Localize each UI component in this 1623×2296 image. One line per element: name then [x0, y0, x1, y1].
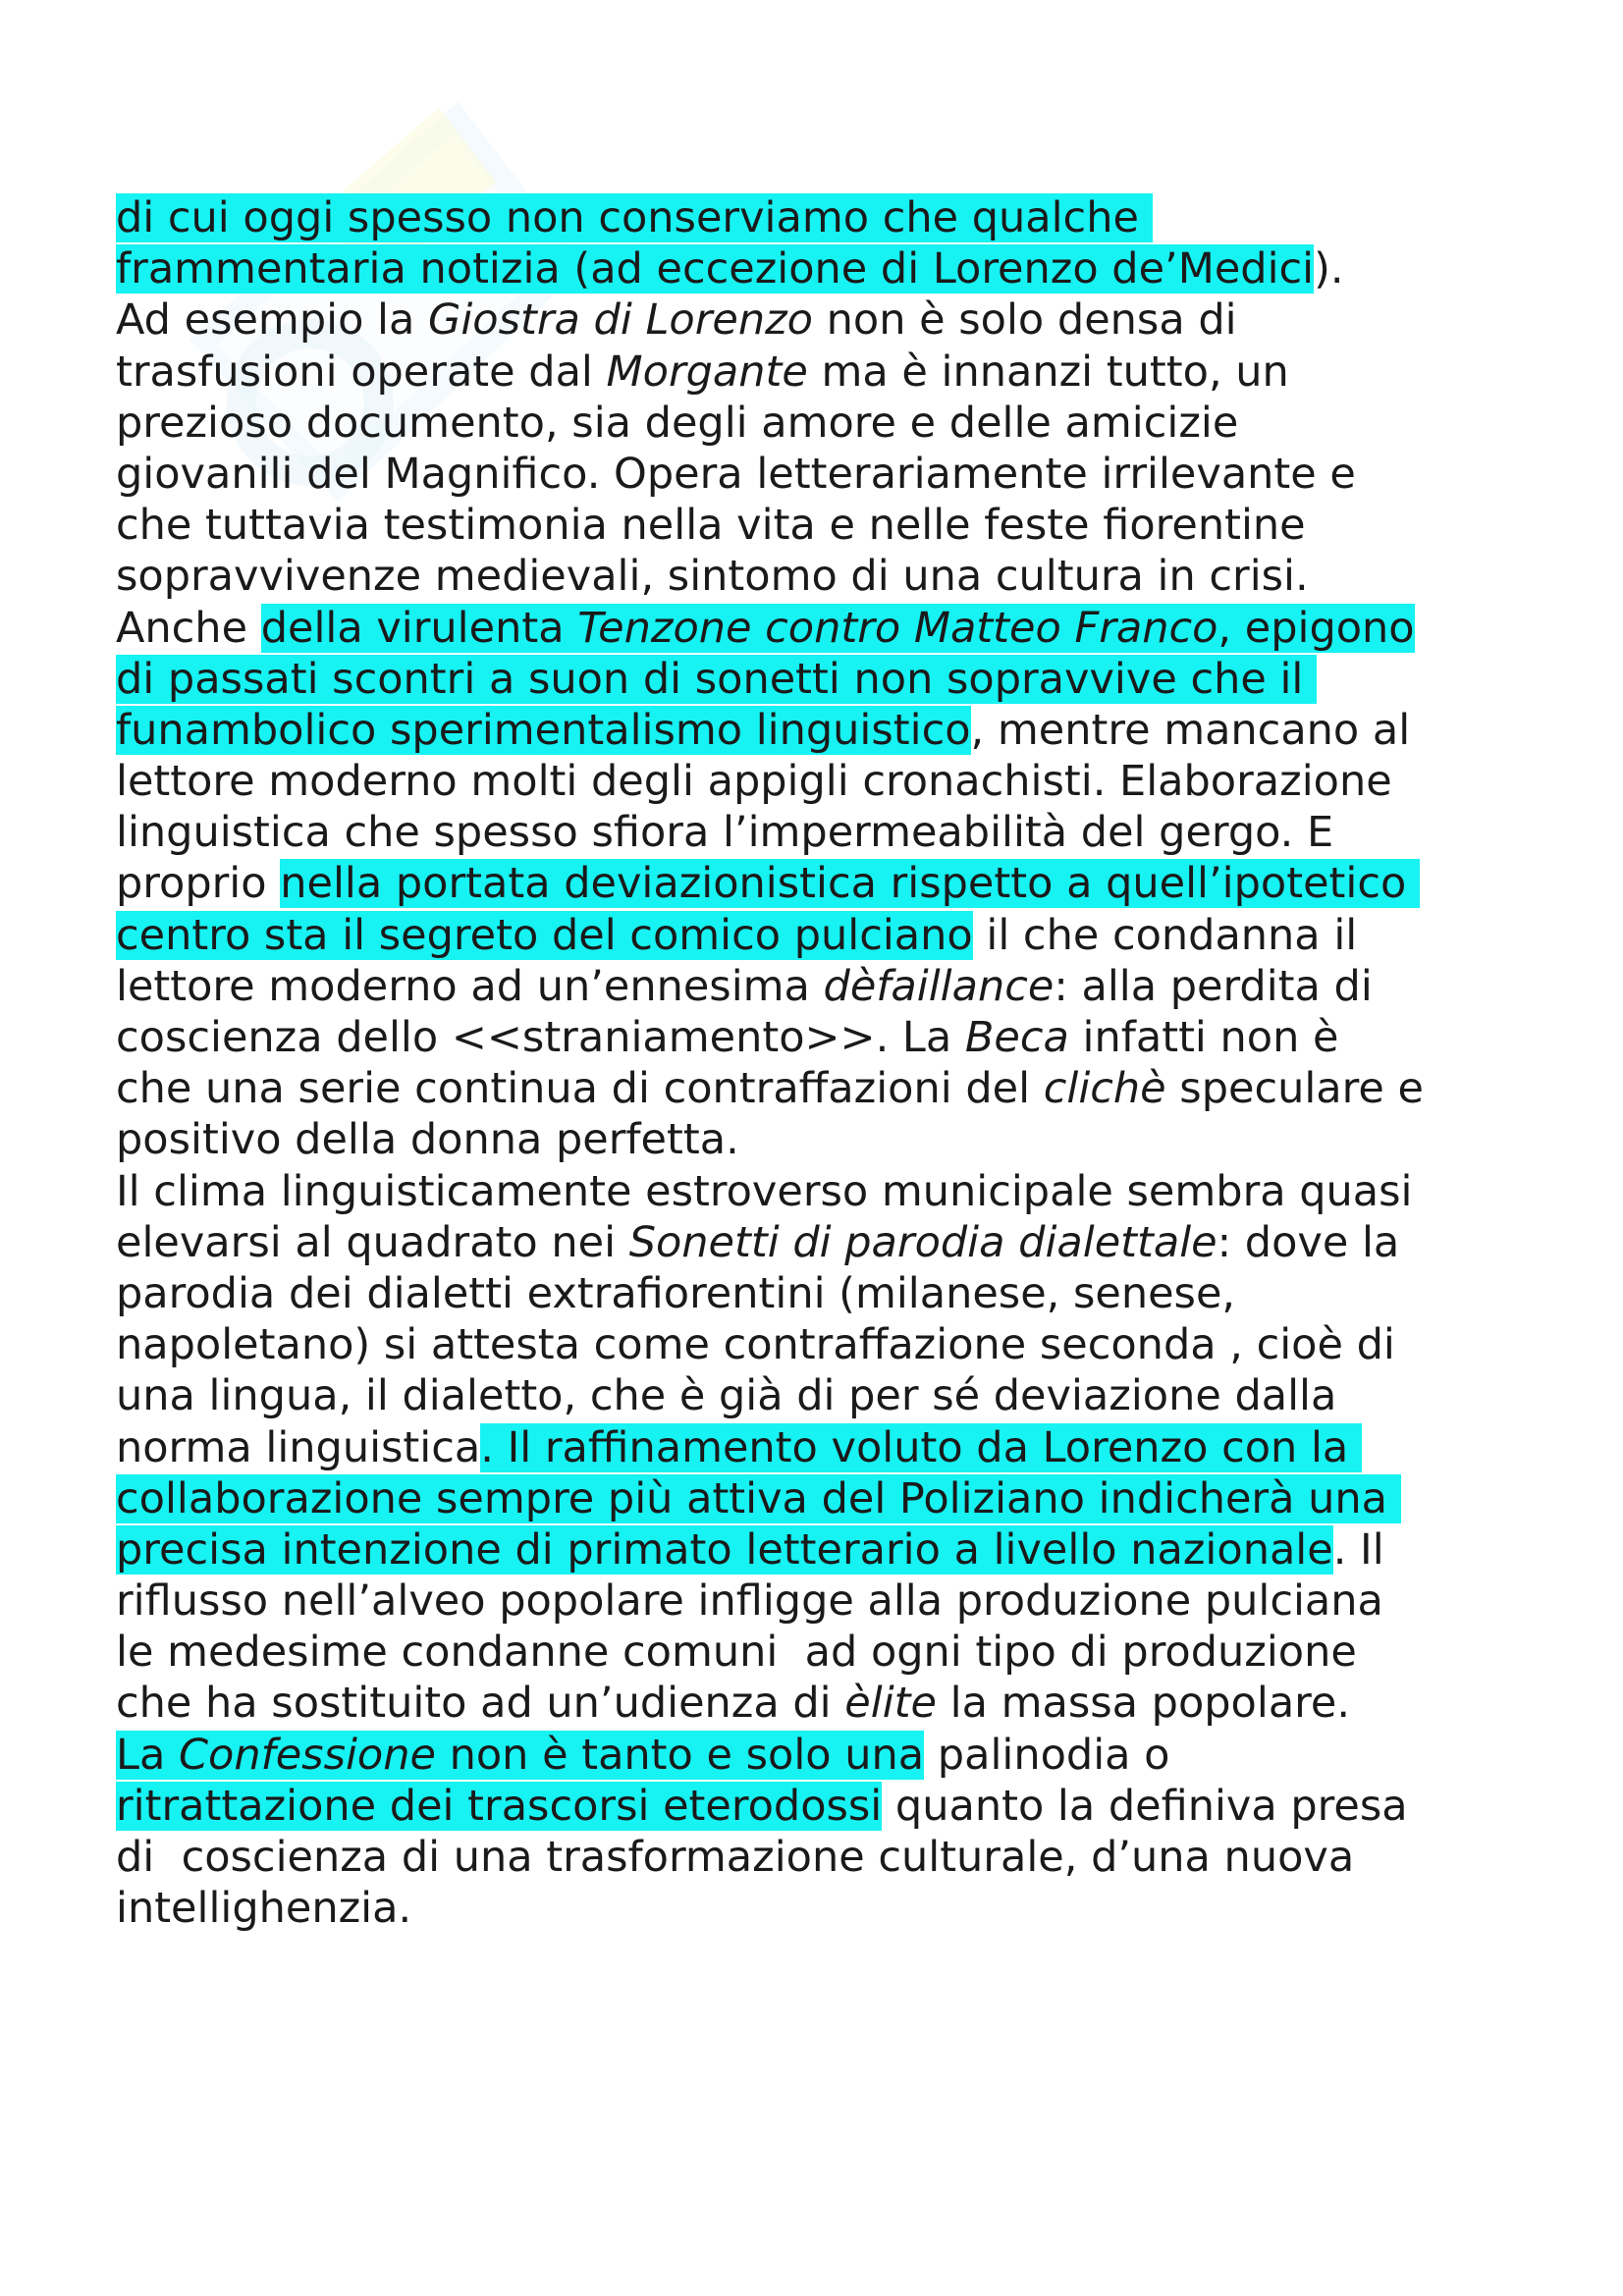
- document-body: [116, 192, 1549, 1934]
- text-run: non è solo densa di: [813, 295, 1237, 346]
- highlighted-text: precisa intenzione di primato letterario a livello nazionale: [116, 1524, 1333, 1575]
- text-run: intellighenzia.: [116, 1884, 412, 1934]
- text-run: . Il: [1332, 1524, 1384, 1575]
- text-run: Anche: [116, 603, 261, 653]
- highlighted-text: Tenzone contro Matteo Franco: [577, 603, 1218, 653]
- text-run: Beca: [964, 1013, 1069, 1062]
- text-line: [116, 807, 1549, 858]
- text-run: che una serie continua di contraffazioni del: [116, 1064, 1044, 1114]
- text-line: [116, 1063, 1549, 1114]
- highlighted-text: di cui oggi spesso non conserviamo che qualche: [116, 193, 1153, 242]
- text-run: il che condanna il: [972, 910, 1358, 960]
- text-run: linguistica che spesso sfiora l’impermeabilità del gergo. E: [116, 808, 1334, 858]
- text-run: palinodia o: [924, 1730, 1170, 1780]
- text-line: [116, 1730, 1549, 1781]
- text-line: [116, 398, 1549, 449]
- highlighted-text: frammentaria notizia: [116, 244, 561, 294]
- text-run: trasfusioni operate dal: [116, 347, 607, 397]
- highlighted-text: , epigono: [1217, 603, 1415, 653]
- highlighted-text: funambolico sperimentalismo linguistico: [116, 705, 971, 755]
- text-run: sopravvivenze medievali, sintomo di una cultura in crisi.: [116, 552, 1309, 602]
- text-run: napoletano) si attesta come contraffazione seconda , cioè di: [116, 1320, 1395, 1370]
- text-run: clichè: [1043, 1064, 1166, 1114]
- text-line: [116, 192, 1549, 243]
- text-line: [116, 1473, 1549, 1524]
- text-line: [116, 1524, 1549, 1575]
- text-line: [116, 1114, 1549, 1165]
- text-line: [116, 603, 1549, 654]
- text-run: parodia dei dialetti extrafiorentini (milanese, senese,: [116, 1268, 1236, 1318]
- text-run: elevarsi al quadrato nei: [116, 1217, 629, 1267]
- text-run: giovanili del Magnifico. Opera letterariamente irrilevante e: [116, 449, 1356, 499]
- text-run: riflusso nell’alveo popolare infligge alla produzione pulciana: [116, 1576, 1383, 1627]
- text-run: dèfaillance: [823, 961, 1055, 1011]
- text-run: Morgante: [606, 347, 808, 397]
- text-run: una lingua, il dialetto, che è già di per sé deviazione dalla: [116, 1371, 1337, 1421]
- text-run: Giostra di Lorenzo: [428, 295, 813, 346]
- highlighted-text: nella portata deviazionistica rispetto a quell’ipotetico: [280, 859, 1420, 909]
- highlighted-text: (ad eccezione di Lorenzo de’Medici: [560, 244, 1315, 294]
- text-run: la massa popolare.: [936, 1679, 1351, 1729]
- text-line: [116, 551, 1549, 602]
- text-line: [116, 500, 1549, 551]
- text-run: di coscienza di una trasformazione culturale, d’una nuova: [116, 1833, 1355, 1882]
- text-line: [116, 1012, 1549, 1063]
- text-line: [116, 294, 1549, 346]
- text-line: [116, 1370, 1549, 1421]
- text-run: , mentre mancano al: [970, 705, 1411, 755]
- text-line: [116, 756, 1549, 807]
- text-line: [116, 961, 1549, 1012]
- text-line: [116, 1832, 1549, 1883]
- text-run: Sonetti di parodia dialettale: [628, 1217, 1217, 1267]
- text-line: [116, 1166, 1549, 1217]
- text-run: coscienza dello <<straniamento>>. La: [116, 1013, 965, 1062]
- text-line: [116, 705, 1549, 756]
- text-run: Ad esempio la: [116, 295, 429, 346]
- text-run: proprio: [116, 859, 281, 909]
- highlighted-text: ritrattazione dei trascorsi eterodossi: [116, 1781, 883, 1831]
- text-line: [116, 1217, 1549, 1268]
- text-line: [116, 1575, 1549, 1627]
- text-run: quanto la definiva presa: [882, 1781, 1408, 1831]
- text-run: positivo della donna perfetta.: [116, 1115, 739, 1165]
- text-run: Il clima linguisticamente estroverso municipale sembra quasi: [116, 1166, 1413, 1216]
- text-line: [116, 1422, 1549, 1473]
- text-run: ).: [1314, 244, 1344, 294]
- text-line: [116, 910, 1549, 961]
- text-line: [116, 1319, 1549, 1370]
- text-line: [116, 654, 1549, 705]
- text-run: : dove la: [1217, 1217, 1400, 1267]
- text-run: lettore moderno ad un’ennesima: [116, 961, 824, 1011]
- text-line: [116, 1268, 1549, 1319]
- text-line: [116, 243, 1549, 294]
- highlighted-text: La: [116, 1730, 179, 1780]
- highlighted-text: . Il raffinamento voluto da Lorenzo con la: [480, 1422, 1362, 1472]
- text-run: norma linguistica: [116, 1422, 481, 1472]
- highlighted-text: Confessione: [178, 1730, 436, 1780]
- text-line: [116, 347, 1549, 398]
- highlighted-text: non è tanto e solo una: [435, 1730, 925, 1780]
- text-line: [116, 449, 1549, 500]
- text-line: [116, 1883, 1549, 1934]
- text-run: : alla perdita di: [1054, 961, 1373, 1011]
- text-run: che tuttavia testimonia nella vita e nelle feste fiorentine: [116, 501, 1306, 551]
- text-run: èlite: [844, 1679, 937, 1729]
- text-line: [116, 1678, 1549, 1729]
- highlighted-text: centro sta il segreto del comico pulciano: [116, 910, 973, 960]
- highlighted-text: della virulenta: [260, 603, 578, 653]
- text-line: [116, 858, 1549, 909]
- text-line: [116, 1781, 1549, 1832]
- text-run: le medesime condanne comuni ad ogni tipo di produzione: [116, 1628, 1357, 1678]
- text-run: che ha sostituito ad un’udienza di: [116, 1679, 845, 1729]
- text-run: speculare e: [1165, 1064, 1424, 1114]
- text-run: prezioso documento, sia degli amore e delle amicizie: [116, 398, 1239, 448]
- text-run: infatti non è: [1068, 1013, 1339, 1062]
- text-run: ma è innanzi tutto, un: [807, 347, 1289, 397]
- text-line: [116, 1627, 1549, 1678]
- highlighted-text: di passati scontri a suon di sonetti non sopravvive che il: [116, 654, 1318, 704]
- text-run: lettore moderno molti degli appigli cronachisti. Elaborazione: [116, 757, 1392, 807]
- highlighted-text: collaborazione sempre più attiva del Poliziano indicherà una: [116, 1473, 1401, 1523]
